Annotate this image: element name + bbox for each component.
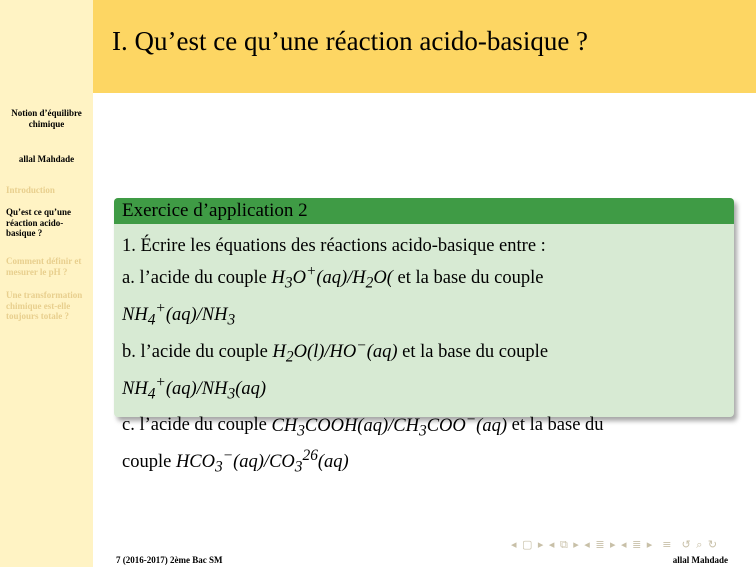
formula-nh4-nh3: $NH_4^+(aq)/NH_3$ xyxy=(122,299,236,329)
sidebar-author: allal Mahdade xyxy=(18,154,75,164)
exercise-line-a xyxy=(122,259,730,296)
formula-h3o-h2o: $H_3O^+(aq)/H_2O$( xyxy=(271,263,393,292)
exercise-title: Exercice d’application 2 xyxy=(122,200,308,221)
exercise-block xyxy=(114,198,734,477)
line-c-mid: et la base du xyxy=(506,415,604,436)
formula-h2o-ho: $H_2O(l)/HO^-(aq)$ xyxy=(272,336,398,366)
sidebar-item-transformation[interactable]: Une transformation chimique est-elle toujours totale ? xyxy=(6,290,83,321)
slide-title: I. Qu’est ce qu’une réaction acido-basique ? xyxy=(112,26,589,56)
footer-right: allal Mahdade xyxy=(672,555,728,565)
formula-nh4-nh3-aq: $NH_4^+(aq)/NH_3(aq)$ xyxy=(122,373,267,403)
line-c-prefix: c. l’acide du couple xyxy=(122,415,272,436)
exercise-line-c xyxy=(122,406,730,443)
sidebar-item-ph[interactable]: Comment définir et mesurer le pH ? xyxy=(6,256,82,277)
line-a-prefix: a. l’acide du couple xyxy=(122,268,272,289)
sidebar-item-introduction[interactable]: Introduction xyxy=(6,185,55,195)
sidebar xyxy=(0,0,93,567)
exercise-line-b xyxy=(122,333,730,370)
formula-hco3-co3: $HCO_3^-(aq)/CO_3^{26}(aq)$ xyxy=(175,447,349,477)
line-b-mid: et la base du couple xyxy=(397,341,549,362)
exercise-body xyxy=(122,234,730,480)
exercise-line-b2 xyxy=(122,370,730,407)
sidebar-talk-title: Notion d’équilibre chimique xyxy=(11,108,82,129)
exercise-line-1: 1. Écrire les équations des réactions acido-basique entre : xyxy=(122,236,546,256)
beamer-navigation-symbols[interactable]: ◂ ▢ ▸ ◂ ⧉ ▸ ◂ ≣ ▸ ◂ ≣ ▸ ≡ ↺ ⌕ ↻ xyxy=(511,538,719,551)
exercise-line-c2 xyxy=(122,443,730,480)
sidebar-item-reaction[interactable]: Qu’est ce qu’une réaction acido-basique ? xyxy=(6,207,71,238)
formula-acetic: $CH_3COOH(aq)/CH_3COO^-(aq)$ xyxy=(271,410,507,440)
footer-left: 7 (2016-2017) 2ème Bac SM xyxy=(116,555,223,565)
exercise-line-a2 xyxy=(122,296,730,333)
line-b-prefix: b. l’acide du couple xyxy=(122,341,273,362)
line-c2-prefix: couple xyxy=(122,452,176,473)
line-a-mid: et la base du couple xyxy=(392,268,544,289)
